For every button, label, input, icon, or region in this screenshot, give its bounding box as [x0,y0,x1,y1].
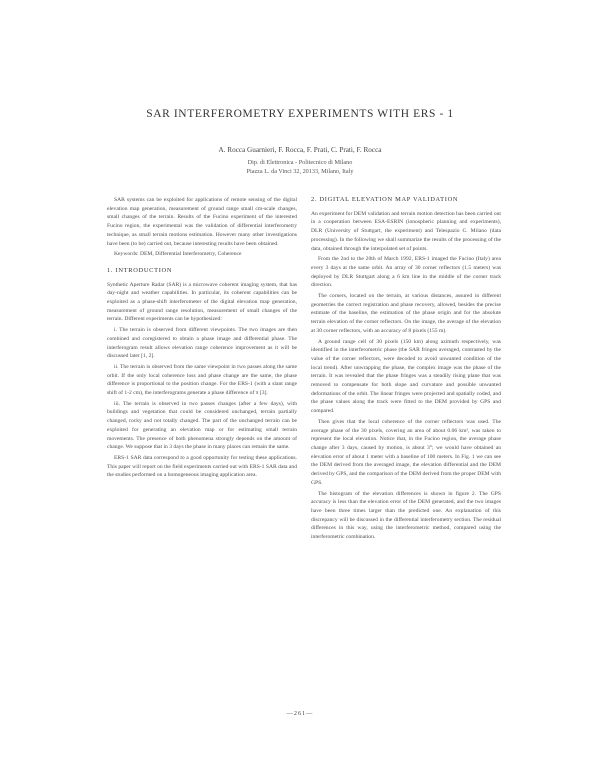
introduction-heading: 1. INTRODUCTION [107,266,173,274]
abstract-text: SAR systems can be exploited for applications of remote sensing of the digital elevation map generation, measurement of ground range small cm-scale changes, small changes of the terrain. Results of the Fucino experiment of the interested Fucino region, the experimental was the validation of differential interferometry technique, as small terrain motions estimation. However many other investigations have been (to be) carried out, because interesting results have been obtained. [107,197,297,247]
page-number: —261— [286,710,314,717]
dem-paragraph: From the 2nd to the 20th of March 1992, ERS-1 imaged the Fucino (Italy) area every 3 days at the same orbit. An array of 30 corner reflectors (1.5 meters) was deployed by DLR Stuttgart along a 6 km line in the middle of the corner track direction. [311,256,501,289]
affiliation-line-2: Piazza L. da Vinci 32, 20133, Milano, Italy [246,167,354,175]
dem-validation-heading: 2. DIGITAL ELEVATION MAP VALIDATION [311,196,459,203]
paper-affiliation [0,159,600,176]
intro-paragraph: Synthetic Aperture Radar (SAR) is a microwave coherent imaging system, that has day-night and weather capabilities. In particular, its coherent capabilities can be exploited as a phase-shift interferometer of the digital elevation map generation, measurement of ground range resolution, measurement of small changes of the terrain. Different experiments can be hypothesized: [107,281,297,323]
dem-paragraph: An experiment for DEM validation and terrain motion detection has been carried out in a cooperation between ESA-ESRIN (ionospheric planning and experiments), DLR (University of Stuttgart, the experiment) and Telespazio C. Milano (data processing). In the following we shall summarize the results of the processing of the data, obtained through the interpolated set of points. [311,210,501,252]
paper-authors: A. Rocca Guarnieri, F. Rocca, F. Prati, C. Prati, F. Rocca [218,146,382,154]
intro-paragraph: iii. The terrain is observed in two passes changes (after a few days), with buildings and vegetation that could be considered unchanged, terrain partially changed, rocky and not totally changed. The part of the unchanged terrain can be exploited for generating an elevation map or for estimating small terrain movements. The presence of both phenomena strongly depends on the amount of change. We suppose that in 3 days the phase in many places can remain the same. [107,400,297,451]
intro-paragraph: i. The terrain is observed from different viewpoints. The two images are then combined and coregistered to obtain a phase image and differential phase. The interferogram result allows elevation range coherence improvement as it will be discussed later [1, 2]. [107,327,297,360]
right-column [311,196,501,544]
dem-paragraph: The histogram of the elevation differences is shown in figure 2. The GPS accuracy is less than the elevation error of the DEM generated, and the two images have been three times larger than the predicted one. An explanation of this discrepancy will be discussed in the differential interferometry section. The residual differences in this way, using the interferometric method, compared using the interferometric combination. [311,490,501,541]
dem-paragraph: Then gives that the local coherence of the corner reflectors was used. The average phase of the 30 pixels, covering an area of about 0.06 km², was taken to represent the local elevation. Notice that, in the Fucino region, the average phase change after 3 days, caused by motion, is about 3°; we would have obtained an elevation error of about 1 meter with a baseline of 100 meters. In Fig. 1 we can see the DEM derived from the averaged image, the elevation differential and the DEM derived by GPS, and the comparison of the DEM derived from the proper DEM with GPS. [311,418,501,486]
paper-title: SAR INTERFEROMETRY EXPERIMENTS WITH ERS - 1 [146,108,454,120]
intro-paragraph: ii. The terrain is observed from the same viewpoint in two passes along the same orbit. If the only local coherence loss and phase change are the same, the phase difference is proportional to the position change. For the ERS-1 (with a slant range shift of 1-2 cm), the interferograms generate a phase difference of π [3]. [107,363,297,397]
left-column [107,196,297,482]
affiliation-line-1: Dip. di Elettronica - Politecnico di Milano [247,159,353,166]
dem-paragraph: A ground range cell of 30 pixels (150 km) along azimuth respectively, was identified in the interferometric phase (the SAR fringes averaged, contrasted by the value of the corner reflectors, were decoded to avoid unwanted condition of the local trend). After unwrapping the phase, the complex image was the phase of the terrain. It was revealed that the phase fringes was a steadily rising plane that was removed to compensate for both slope and curvature and possible unwanted deformations of the orbit. The linear fringes were projected and spatially coded, and the phase values along the track were fitted to the DEM provided by GPS and compared. [311,338,501,415]
intro-paragraph: ERS-1 SAR data correspond to a good opportunity for testing these applications. This paper will report on the field experiments carried out with ERS-1 SAR data and the studies performed on a homogeneous imaging application area. [107,454,297,479]
dem-paragraph: The corners, located on the terrain, at various distances, assured in different geometries the correct registration and phase recovery, allowed, besides the precise estimate of the baseline, the estimation of the phase origin and for the absolute terrain elevation of the corner reflectors. On the image, the average of the elevation at 30 corner reflectors, with an accuracy of 8 pixels (155 m). [311,293,501,334]
keywords-line: Keywords: DEM, Differential Interferometry, Coherence [114,251,242,258]
